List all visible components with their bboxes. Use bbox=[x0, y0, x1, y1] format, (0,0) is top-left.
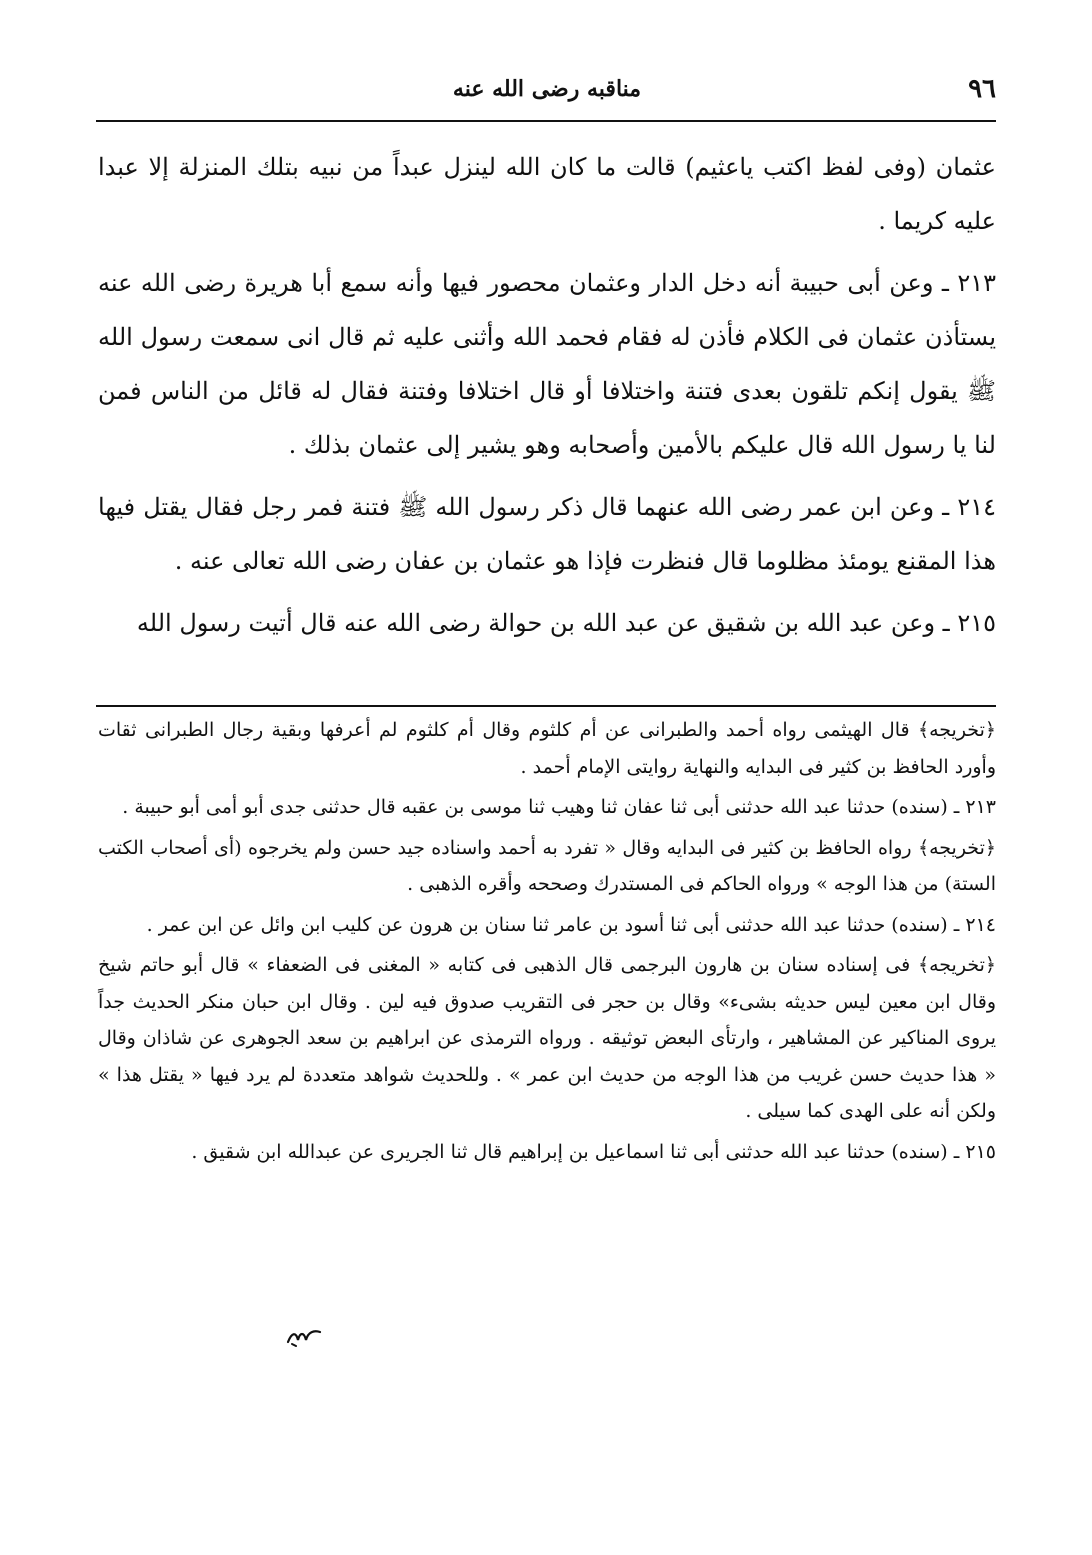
note-sanad-215: ٢١٥ ـ (سنده) حدثنا عبد الله حدثنى أبى ثنا اسماعيل بن إبراهيم قال ثنا الجريرى عن عبدالله ابن شقيق . bbox=[191, 1140, 996, 1163]
main-text bbox=[98, 140, 996, 658]
page-number: ٩٦ bbox=[968, 74, 996, 104]
ink-scribble-mark bbox=[286, 1326, 322, 1348]
hadith-214: ٢١٤ ـ وعن ابن عمر رضى الله عنهما قال ذكر رسول الله ﷺ فتنة فمر رجل فقال يقتل فيها هذا المقنع يومئذ مظلوما قال فنظرت فإذا هو عثمان بن عفان رضى الله تعالى عنه . bbox=[98, 493, 996, 575]
note-takhrij-213: ﴿تخريجه﴾ رواه الحافظ بن كثير فى البدايه وقال « تفرد به أحمد واسناده جيد حسن ولم يخرجوه (أى أصحاب الكتب الستة) من هذا الوجه » ورواه الحاكم فى المستدرك وصححه وأقره الذهبى . bbox=[98, 836, 996, 895]
note-takhrij-214: ﴿تخريجه﴾ فى إسناده سنان بن هارون البرجمى قال الذهبى فى كتابه « المغنى فى الضعفاء » قال أبو حاتم شيخ وقال ابن معين ليس حديثه بشىء» وقال بن حجر فى التقريب صدوق فيه لين . وقال ابن حبان منكر الحديث جداً يروى المناكير عن المشاهير ، وارتأى البعض توثيقه . ورواه الترمذى عن ابراهيم بن سعد الجوهرى عن شاذان وقال « هذا حديث حسن غريب من هذا الوجه من حديث ابن عمر » . وللحديث شواهد متعددة لم يرد فيها « يقتل هذا » ولكن أنه على الهدى كما سيلى . bbox=[98, 954, 996, 1122]
page-header bbox=[98, 68, 996, 112]
hadith-215: ٢١٥ ـ وعن عبد الله بن شقيق عن عبد الله بن حوالة رضى الله عنه قال أتيت رسول الله bbox=[136, 609, 996, 637]
note-takhrij-212: ﴿تخريجه﴾ قال الهيثمى رواه أحمد والطبرانى عن أم كلثوم وقال أم كلثوم لم أعرفها وبقية رجال الطبرانى ثقات وأورد الحافظ بن كثير فى البدايه والنهاية روايتى الإمام أحمد . bbox=[98, 719, 996, 778]
footnote-rule bbox=[96, 705, 996, 707]
header-rule bbox=[96, 120, 996, 122]
note-sanad-213: ٢١٣ ـ (سنده) حدثنا عبد الله حدثنى أبى ثنا عفان ثنا وهيب ثنا موسى بن عقبه قال حدثنى جدى أبو أمى أبو حبيبة . bbox=[122, 796, 996, 818]
footnotes bbox=[98, 712, 996, 1174]
note-sanad-214: ٢١٤ ـ (سنده) حدثنا عبد الله حدثنى أبى ثنا أسود بن عامر ثنا سنان بن هرون عن كليب ابن وائل عن ابن عمر . bbox=[146, 913, 996, 936]
main-paragraph: عثمان (وفى لفظ اكتب ياعثيم) قالت ما كان الله لينزل عبداً من نبيه بتلك المنزلة إلا عبدا عليه كريما . bbox=[98, 153, 996, 235]
hadith-213: ٢١٣ ـ وعن أبى حبيبة أنه دخل الدار وعثمان محصور فيها وأنه سمع أبا هريرة رضى الله عنه يستأذن عثمان فى الكلام فأذن له فقام فحمد الله وأثنى عليه ثم قال انى سمعت رسول الله ﷺ يقول إنكم تلقون بعدى فتنة واختلافا أو قال اختلافا وفتنة فقال له قائل من الناس فمن لنا يا رسول الله قال عليكم بالأمين وأصحابه وهو يشير إلى عثمان بذلك . bbox=[98, 269, 996, 459]
running-title: مناقبه رضى الله عنه bbox=[452, 76, 642, 102]
